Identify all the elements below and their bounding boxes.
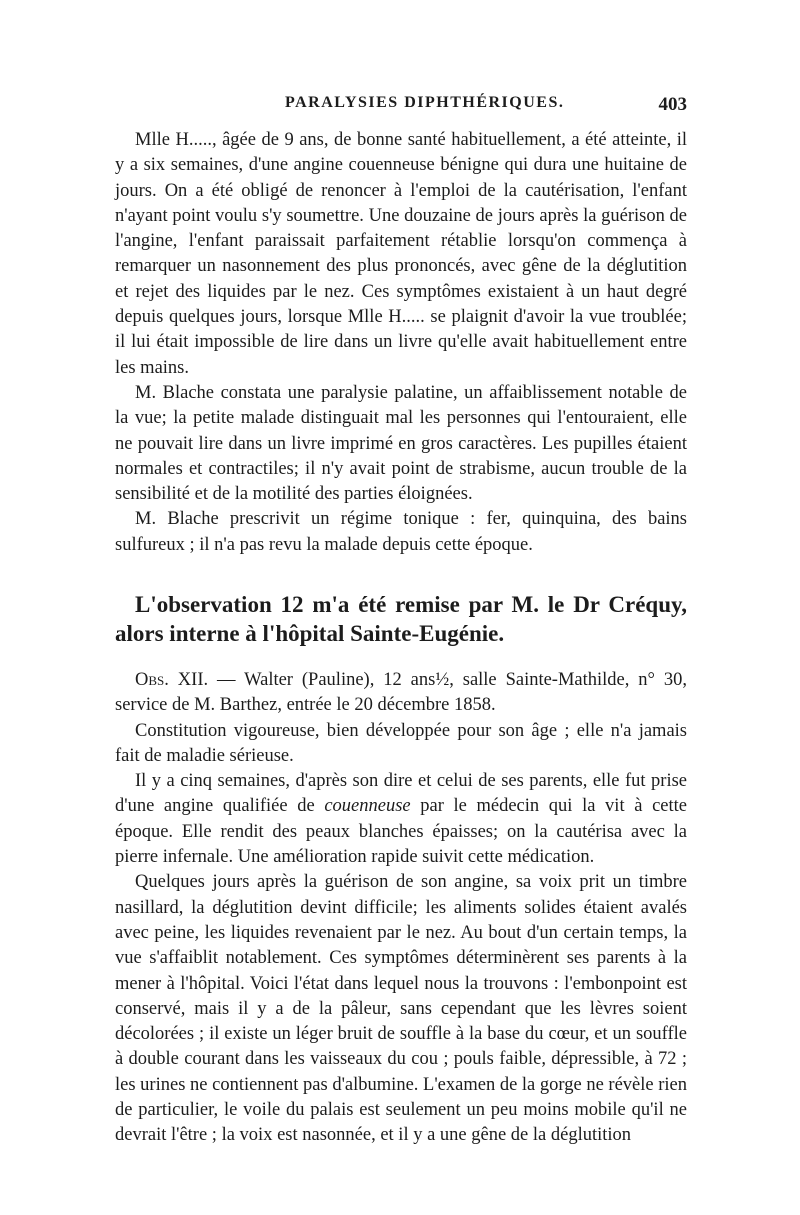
attribution-note-text: L'observation 12 m'a été remise par M. le Dr Créquy, alors interne à l'hôpital Sainte-Eugénie. [115, 592, 687, 646]
angina-text-before: Il y a cinq semaines, d'après son dire et celui de ses parents, elle fut prise d'une angine qualifiée de [115, 771, 687, 817]
angina-text-after: par le médecin qui la vit à cette époque. Elle rendit des peaux blanches épaisses; on la cautérisa avec la pierre infernale. Une amélioration rapide suivit cette médication. [115, 796, 687, 868]
paragraph-blache-findings: M. Blache constata une paralysie palatine, un affaiblissement notable de la vue; la petite malade distinguait mal les personnes qui l'entouraient, elle ne pouvait lire dans un livre imprimé en gros caractères. Les pupilles étaient normales et contractiles; il n'y avait point de strabisme, aucun trouble de la sensibilité et de la motilité des parties éloignées. [115, 382, 687, 505]
observation-label: Obs. XII. [135, 670, 209, 690]
page-number: 403 [658, 94, 687, 115]
page-header [115, 94, 687, 124]
observation-patient-info: — Walter (Pauline), 12 ans½, salle Sainte-Mathilde, n° 30, service de M. Barthez, entrée le 20 décembre 1858. [115, 670, 687, 716]
paragraph-constitution: Constitution vigoureuse, bien développée pour son âge ; elle n'a jamais fait de maladie sérieuse. [115, 720, 687, 766]
paragraph-angina-history [115, 769, 687, 870]
attribution-note [115, 590, 687, 648]
observation-xii-section [115, 668, 687, 1149]
running-title: PARALYSIES DIPHTHÉRIQUES. [285, 94, 565, 111]
paragraph-blache-treatment: M. Blache prescrivit un régime tonique : fer, quinquina, des bains sulfureux ; il n'a pas revu la malade depuis cette époque. [115, 509, 687, 555]
case-mlle-h-section [115, 128, 687, 558]
angina-qualifier: couenneuse [324, 796, 411, 817]
observation-heading-paragraph [115, 668, 687, 719]
paragraph-current-state: Quelques jours après la guérison de son angine, sa voix prit un timbre nasillard, la déglutition devint difficile; les aliments solides étaient avalés avec peine, les liquides revenaient par le nez. Au bout d'un certain temps, la vue s'affaiblit notablement. Ces symptômes déterminèrent ses parents à la mener à l'hôpital. Voici l'état dans lequel nous la trouvons : l'embonpoint est conservé, mais il y a de la pâleur, sans cependant que les lèvres soient décolorées ; il existe un léger bruit de souffle à la base du cœur, et un souffle à double courant dans les vaisseaux du cou ; pouls faible, dépressible, à 72 ; les urines ne contiennent pas d'albumine. L'examen de la gorge ne révèle rien de particulier, le voile du palais est seulement un peu moins mobile qu'il ne devrait l'être ; la voix est nasonnée, et il y a une gêne de la déglutition [115, 872, 687, 1146]
paragraph-case-history: Mlle H....., âgée de 9 ans, de bonne santé habituellement, a été atteinte, il y a six semaines, d'une angine couenneuse bénigne qui dura une huitaine de jours. On a été obligé de renoncer à l'emploi de la cautérisation, l'enfant n'ayant point voulu s'y soumettre. Une douzaine de jours après la guérison de l'angine, l'enfant paraissait parfaitement rétablie lorsqu'on commença à remarquer un nasonnement des plus prononcés, avec gêne de la déglutition et rejet des liquides par le nez. Ces symptômes existaient à un haut degré depuis quelques jours, lorsque Mlle H..... se plaignit d'avoir la vue troublée; il lui était impossible de lire dans un livre qu'elle avait habituellement entre les mains. [115, 130, 687, 378]
